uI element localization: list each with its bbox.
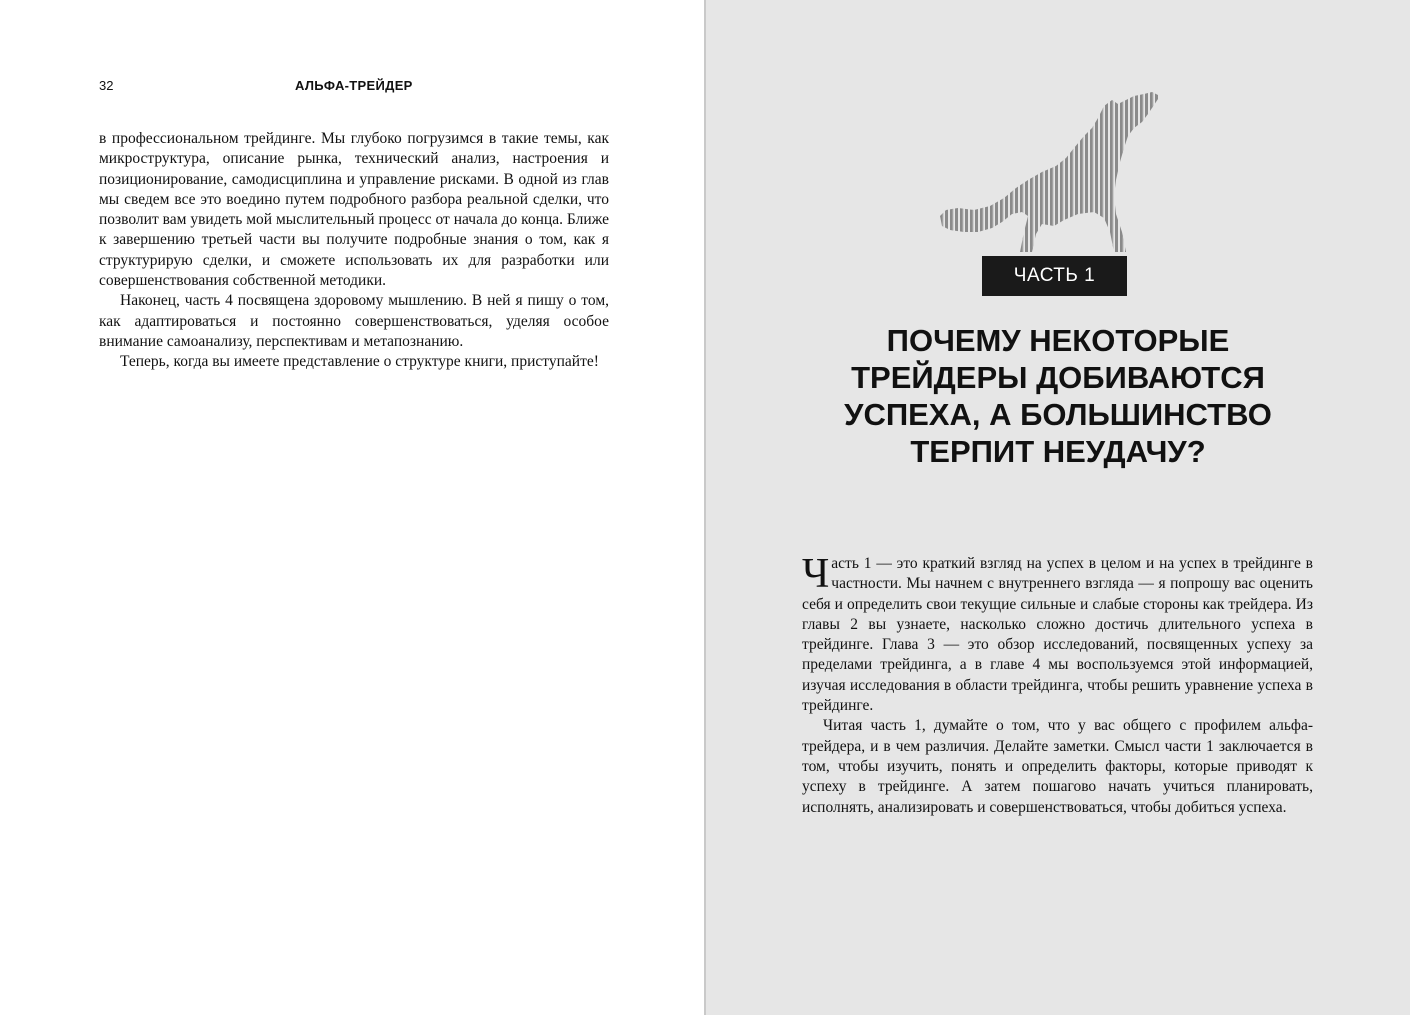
paragraph	[802, 551, 1313, 716]
wolf-candlestick-icon	[938, 92, 1162, 258]
left-page-body	[99, 129, 609, 373]
right-page	[706, 0, 1410, 1015]
paragraph-text: асть 1 — это краткий взгляд на успех в целом и на успех в трейдинге в частности. Мы начнем с внутреннего взгляда — я попрошу вас оценить себя и определить свои текущие сильные и слабые стороны как трейдера. Из главы 2 вы узнаете, насколько сложно достичь длительного успеха в трейдинге. Глава 3 — это обзор исследований, посвященных успеху за пределами трейдинга, а в главе 4 мы воспользуемся этой информацией, изучая исследования в области трейдинга, чтобы решить уравнение успеха в трейдинге.	[802, 555, 1313, 715]
page-number: 32	[99, 78, 114, 93]
paragraph: в профессиональном трейдинге. Мы глубоко погрузимся в такие темы, как микроструктура, описание рынка, технический анализ, настроения и позиционирование, самодисциплина и управление рисками. В одной из глав мы сведем все это воедино путем подробного разбора реальной сделки, что позволит вам увидеть мой мыслительный процесс от начала до конца. Ближе к завершению третьей части вы получите подробные знания о том, как я структурирую сделки, и сможете использовать их для разработки или совершенствования собственной методики.	[99, 130, 609, 290]
paragraph: Теперь, когда вы имеете представление о структуре книги, приступайте!	[120, 353, 599, 371]
paragraph: Наконец, часть 4 посвящена здоровому мышлению. В ней я пишу о том, как адаптироваться и постоянно совершенствоваться, уделяя особое внимание самоанализу, перспективам и метапознанию.	[99, 292, 609, 350]
paragraph: Читая часть 1, думайте о том, что у вас общего с профилем альфа-трейдера, и в чем различия. Делайте заметки. Смысл части 1 заключается в том, чтобы изучить, понять и определить факторы, которые приводят к успеху в трейдинге. А затем пошагово начать учиться планировать, исполнять, анализировать и совершенствоваться, чтобы добиться успеха.	[802, 717, 1313, 816]
running-head	[99, 78, 609, 98]
left-page	[0, 0, 704, 1015]
right-page-body	[802, 551, 1313, 818]
part-title: ПОЧЕМУ НЕКОТОРЫЕ ТРЕЙДЕРЫ ДОБИВАЮТСЯ УСПЕХА, А БОЛЬШИНСТВО ТЕРПИТ НЕУДАЧУ?	[844, 323, 1272, 469]
drop-cap: Ч	[802, 551, 830, 597]
running-title: АЛЬФА-ТРЕЙДЕР	[295, 78, 413, 93]
part-label: ЧАСТЬ 1	[982, 256, 1127, 296]
